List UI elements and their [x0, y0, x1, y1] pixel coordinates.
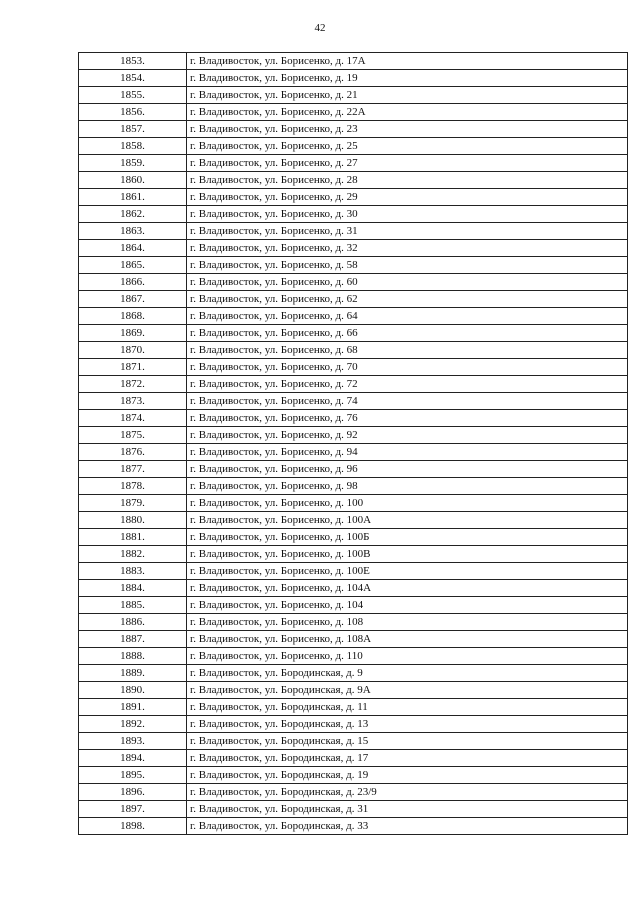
table-row [79, 393, 628, 410]
row-address: г. Владивосток, ул. Борисенко, д. 19 [187, 70, 628, 87]
table-row [79, 597, 628, 614]
table-row [79, 308, 628, 325]
table-row [79, 274, 628, 291]
table-row [79, 325, 628, 342]
table-row [79, 461, 628, 478]
table-row [79, 138, 628, 155]
row-number: 1861. [79, 189, 187, 206]
row-number: 1855. [79, 87, 187, 104]
table-row [79, 546, 628, 563]
row-number: 1859. [79, 155, 187, 172]
row-address: г. Владивосток, ул. Борисенко, д. 29 [187, 189, 628, 206]
row-number: 1875. [79, 427, 187, 444]
table-row [79, 648, 628, 665]
row-number: 1896. [79, 784, 187, 801]
row-number: 1856. [79, 104, 187, 121]
row-address: г. Владивосток, ул. Бородинская, д. 17 [187, 750, 628, 767]
row-number: 1879. [79, 495, 187, 512]
row-number: 1869. [79, 325, 187, 342]
row-number: 1860. [79, 172, 187, 189]
table-row [79, 444, 628, 461]
row-address: г. Владивосток, ул. Бородинская, д. 15 [187, 733, 628, 750]
table-row [79, 512, 628, 529]
row-address: г. Владивосток, ул. Борисенко, д. 68 [187, 342, 628, 359]
row-number: 1890. [79, 682, 187, 699]
row-number: 1892. [79, 716, 187, 733]
row-address: г. Владивосток, ул. Борисенко, д. 76 [187, 410, 628, 427]
row-address: г. Владивосток, ул. Борисенко, д. 23 [187, 121, 628, 138]
row-number: 1898. [79, 818, 187, 835]
row-number: 1868. [79, 308, 187, 325]
row-address: г. Владивосток, ул. Борисенко, д. 72 [187, 376, 628, 393]
row-number: 1887. [79, 631, 187, 648]
row-address: г. Владивосток, ул. Борисенко, д. 74 [187, 393, 628, 410]
row-number: 1858. [79, 138, 187, 155]
row-address: г. Владивосток, ул. Бородинская, д. 13 [187, 716, 628, 733]
row-number: 1876. [79, 444, 187, 461]
page-number: 42 [314, 22, 326, 34]
row-number: 1895. [79, 767, 187, 784]
table-row [79, 257, 628, 274]
table-row [79, 716, 628, 733]
table-row [79, 223, 628, 240]
row-number: 1866. [79, 274, 187, 291]
row-number: 1854. [79, 70, 187, 87]
table-row [79, 427, 628, 444]
row-address: г. Владивосток, ул. Борисенко, д. 62 [187, 291, 628, 308]
table-row [79, 580, 628, 597]
table-row [79, 767, 628, 784]
table-row [79, 818, 628, 835]
table-row [79, 121, 628, 138]
row-address: г. Владивосток, ул. Борисенко, д. 110 [187, 648, 628, 665]
row-address: г. Владивосток, ул. Борисенко, д. 100Е [187, 563, 628, 580]
row-address: г. Владивосток, ул. Борисенко, д. 104 [187, 597, 628, 614]
table-row [79, 682, 628, 699]
table-row [79, 699, 628, 716]
row-address: г. Владивосток, ул. Борисенко, д. 100 [187, 495, 628, 512]
row-address: г. Владивосток, ул. Борисенко, д. 25 [187, 138, 628, 155]
table-row [79, 529, 628, 546]
table-row [79, 240, 628, 257]
row-address: г. Владивосток, ул. Борисенко, д. 100А [187, 512, 628, 529]
row-address: г. Владивосток, ул. Борисенко, д. 96 [187, 461, 628, 478]
table-row [79, 410, 628, 427]
row-number: 1888. [79, 648, 187, 665]
row-address: г. Владивосток, ул. Борисенко, д. 22А [187, 104, 628, 121]
row-address: г. Владивосток, ул. Бородинская, д. 23/9 [187, 784, 628, 801]
row-address: г. Владивосток, ул. Борисенко, д. 17А [187, 53, 628, 70]
table-row [79, 733, 628, 750]
row-number: 1874. [79, 410, 187, 427]
table-row [79, 155, 628, 172]
table-row [79, 87, 628, 104]
table-row [79, 665, 628, 682]
row-address: г. Владивосток, ул. Борисенко, д. 31 [187, 223, 628, 240]
table-row [79, 478, 628, 495]
row-number: 1873. [79, 393, 187, 410]
row-address: г. Владивосток, ул. Борисенко, д. 60 [187, 274, 628, 291]
row-address: г. Владивосток, ул. Борисенко, д. 32 [187, 240, 628, 257]
row-number: 1857. [79, 121, 187, 138]
table-row [79, 189, 628, 206]
row-number: 1881. [79, 529, 187, 546]
table-row [79, 359, 628, 376]
table-row [79, 104, 628, 121]
table-row [79, 563, 628, 580]
table-row [79, 801, 628, 818]
row-address: г. Владивосток, ул. Борисенко, д. 104А [187, 580, 628, 597]
row-address: г. Владивосток, ул. Борисенко, д. 58 [187, 257, 628, 274]
row-number: 1893. [79, 733, 187, 750]
row-number: 1885. [79, 597, 187, 614]
row-number: 1877. [79, 461, 187, 478]
row-number: 1862. [79, 206, 187, 223]
row-address: г. Владивосток, ул. Борисенко, д. 100В [187, 546, 628, 563]
row-number: 1891. [79, 699, 187, 716]
row-number: 1870. [79, 342, 187, 359]
row-address: г. Владивосток, ул. Борисенко, д. 70 [187, 359, 628, 376]
row-address: г. Владивосток, ул. Бородинская, д. 9А [187, 682, 628, 699]
row-address: г. Владивосток, ул. Борисенко, д. 98 [187, 478, 628, 495]
row-number: 1894. [79, 750, 187, 767]
row-address: г. Владивосток, ул. Бородинская, д. 31 [187, 801, 628, 818]
row-number: 1880. [79, 512, 187, 529]
row-number: 1883. [79, 563, 187, 580]
row-address: г. Владивосток, ул. Борисенко, д. 100Б [187, 529, 628, 546]
row-number: 1867. [79, 291, 187, 308]
table-row [79, 631, 628, 648]
table-row [79, 70, 628, 87]
row-address: г. Владивосток, ул. Борисенко, д. 108А [187, 631, 628, 648]
table-row [79, 172, 628, 189]
table-row [79, 495, 628, 512]
row-number: 1863. [79, 223, 187, 240]
row-number: 1853. [79, 53, 187, 70]
row-number: 1886. [79, 614, 187, 631]
row-address: г. Владивосток, ул. Борисенко, д. 21 [187, 87, 628, 104]
table-row [79, 342, 628, 359]
table-row [79, 784, 628, 801]
row-address: г. Владивосток, ул. Борисенко, д. 94 [187, 444, 628, 461]
row-number: 1878. [79, 478, 187, 495]
address-table-body [79, 53, 628, 835]
row-address: г. Владивосток, ул. Борисенко, д. 28 [187, 172, 628, 189]
row-number: 1865. [79, 257, 187, 274]
row-address: г. Владивосток, ул. Борисенко, д. 64 [187, 308, 628, 325]
row-number: 1864. [79, 240, 187, 257]
row-number: 1882. [79, 546, 187, 563]
row-number: 1889. [79, 665, 187, 682]
row-address: г. Владивосток, ул. Борисенко, д. 92 [187, 427, 628, 444]
table-row [79, 206, 628, 223]
row-address: г. Владивосток, ул. Борисенко, д. 108 [187, 614, 628, 631]
row-address: г. Владивосток, ул. Борисенко, д. 30 [187, 206, 628, 223]
row-address: г. Владивосток, ул. Борисенко, д. 27 [187, 155, 628, 172]
table-row [79, 614, 628, 631]
row-number: 1884. [79, 580, 187, 597]
row-address: г. Владивосток, ул. Бородинская, д. 9 [187, 665, 628, 682]
row-number: 1871. [79, 359, 187, 376]
row-address: г. Владивосток, ул. Борисенко, д. 66 [187, 325, 628, 342]
row-number: 1897. [79, 801, 187, 818]
row-number: 1872. [79, 376, 187, 393]
table-row [79, 291, 628, 308]
row-address: г. Владивосток, ул. Бородинская, д. 19 [187, 767, 628, 784]
row-address: г. Владивосток, ул. Бородинская, д. 33 [187, 818, 628, 835]
table-row [79, 750, 628, 767]
address-table [78, 52, 628, 835]
table-row [79, 53, 628, 70]
table-row [79, 376, 628, 393]
row-address: г. Владивосток, ул. Бородинская, д. 11 [187, 699, 628, 716]
